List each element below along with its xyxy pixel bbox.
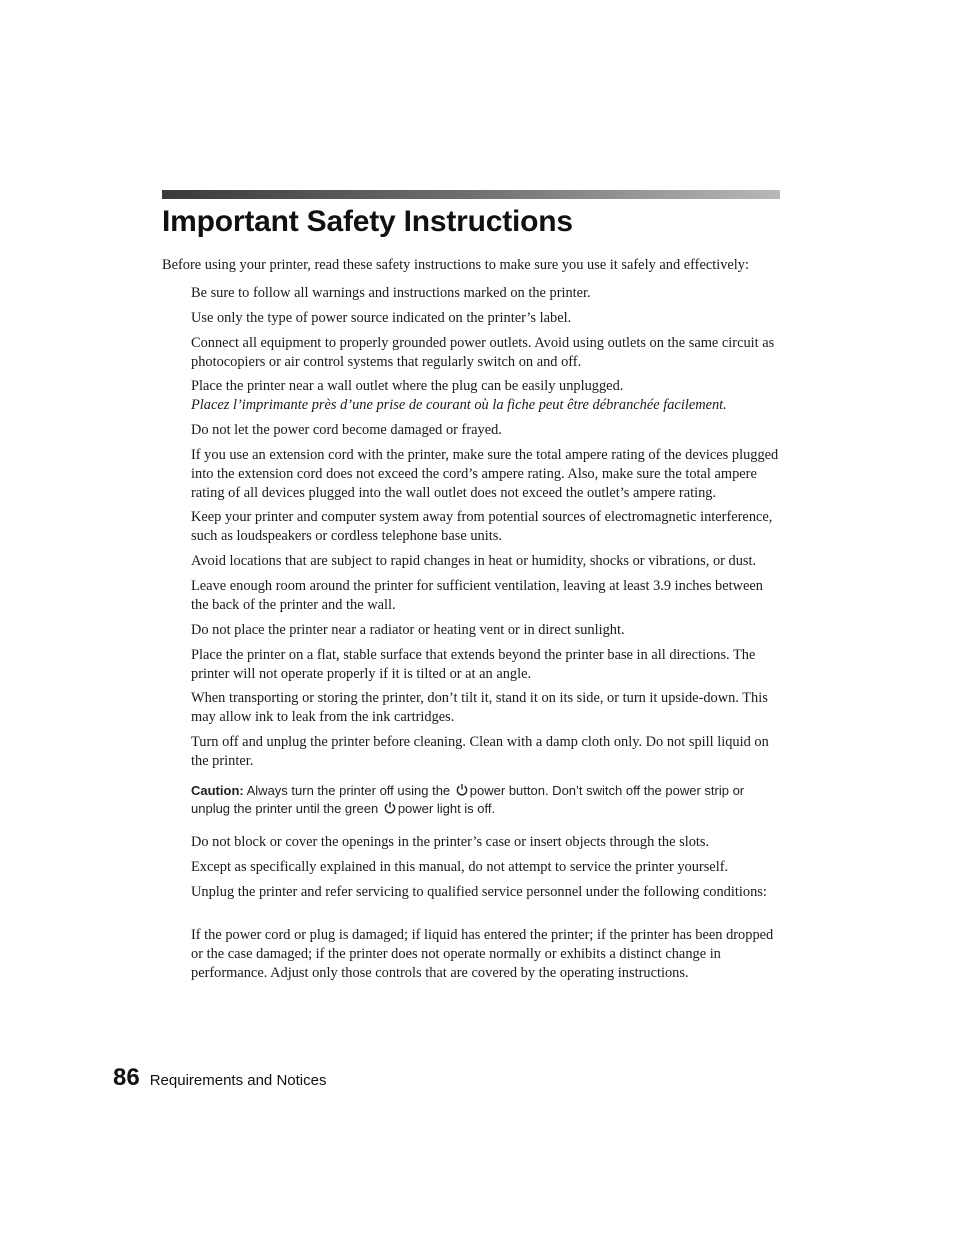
- list-item: Do not block or cover the openings in the printer’s case or insert objects through the slots.: [191, 834, 710, 850]
- list-item: Except as specifically explained in this manual, do not attempt to service the printer yourself.: [191, 859, 729, 875]
- list-item: Connect all equipment to properly grounded power outlets. Avoid using outlets on the same circuit as photocopiers or air control systems that regularly switch on and off.: [191, 335, 775, 370]
- list-item: Unplug the printer and refer servicing to qualified service personnel under the following conditions:: [191, 884, 767, 900]
- list-item: Be sure to follow all warnings and instructions marked on the printer.: [191, 285, 591, 301]
- list-item: Avoid locations that are subject to rapid changes in heat or humidity, shocks or vibrations, or dust.: [191, 553, 757, 569]
- page-number: 86: [113, 1064, 140, 1091]
- title-rule: [162, 190, 780, 199]
- list-item: Keep your printer and computer system away from potential sources of electromagnetic interference, such as loudspeakers or cordless telephone base units.: [191, 509, 773, 544]
- list-item: Do not place the printer near a radiator or heating vent or in direct sunlight.: [191, 622, 625, 638]
- list-item: If the power cord or plug is damaged; if liquid has entered the printer; if the printer has been dropped or the case damaged; if the printer does not operate normally or exhibits a distinct change in performance. Adjust only those controls that are covered by the operating instructions.: [191, 927, 774, 981]
- list-item: Use only the type of power source indicated on the printer’s label.: [191, 310, 572, 326]
- list-item: Leave enough room around the printer for sufficient ventilation, leaving at least 3.9 inches between the back of the printer and the wall.: [191, 578, 763, 613]
- intro-paragraph: Before using your printer, read these safety instructions to make sure you use it safely and effectively:: [162, 257, 749, 273]
- list-item: Turn off and unplug the printer before cleaning. Clean with a damp cloth only. Do not spill liquid on the printer.: [191, 734, 769, 769]
- caution-text-3: power light is off.: [397, 801, 496, 816]
- list-item: When transporting or storing the printer, don’t tilt it, stand it on its side, or turn it upside-down. This may allow ink to leak from the ink cartridges.: [191, 690, 768, 725]
- power-icon: [383, 801, 397, 814]
- caution-text-2: power button. Don’t switch off the power strip or unplug the printer until the green: [191, 783, 745, 816]
- section-title: Requirements and Notices: [149, 1072, 327, 1089]
- caution-note: [191, 782, 771, 818]
- list-item: If you use an extension cord with the printer, make sure the total ampere rating of the devices plugged into the extension cord does not exceed the cord’s ampere rating. Also, make sure the total ampere rating of all devices plugged into the wall outlet does not exceed the outlet’s ampere rating.: [191, 447, 779, 501]
- list-item: [191, 377, 781, 415]
- power-icon: [455, 783, 469, 796]
- list-item: Do not let the power cord become damaged or frayed.: [191, 422, 502, 438]
- page-title: Important Safety Instructions: [162, 205, 573, 238]
- caution-text-1: Always turn the printer off using the: [246, 783, 451, 798]
- caution-label: Caution:: [191, 783, 244, 798]
- list-item: Place the printer on a flat, stable surface that extends beyond the printer base in all directions. The printer will not operate properly if it is tilted or at an angle.: [191, 647, 756, 682]
- page-footer: [113, 1064, 326, 1092]
- list-item-french: Placez l’imprimante près d’une prise de courant où la fiche peut être débranchée facilement.: [191, 397, 727, 413]
- list-item-english: Place the printer near a wall outlet where the plug can be easily unplugged.: [191, 378, 624, 394]
